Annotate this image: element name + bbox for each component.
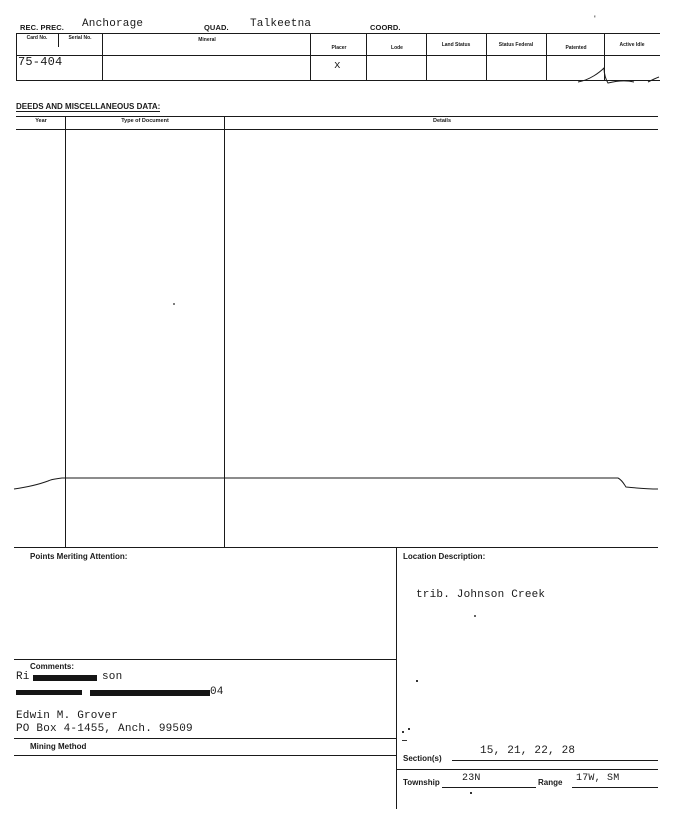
points-label: Points Meriting Attention: (30, 552, 128, 561)
sections-rule (396, 769, 658, 770)
patented-header: Patented (565, 45, 587, 51)
redaction-bar (16, 690, 82, 695)
col-details-header: Details (432, 118, 452, 124)
header-vline (366, 33, 367, 80)
redaction-bar (90, 690, 210, 696)
deeds-rule-bottom (14, 547, 658, 548)
header-vline (486, 33, 487, 80)
comment-line-redacted-1 (16, 671, 216, 684)
comments-label: Comments: (30, 662, 75, 671)
header-vline (426, 33, 427, 80)
comments-rule-bottom (14, 738, 396, 739)
speck (408, 728, 410, 730)
speck (402, 740, 407, 741)
sections-value: 15, 21, 22, 28 (480, 745, 576, 757)
comment-line2-tail: 04 (210, 686, 224, 698)
header-vline (16, 33, 17, 80)
points-rule-bottom (14, 659, 396, 660)
comment-name: Edwin M. Grover (16, 710, 119, 722)
range-underline (572, 787, 658, 788)
sections-underline (452, 760, 658, 761)
speck (402, 731, 404, 733)
speck (173, 303, 175, 305)
comment-line1-tail: son (102, 671, 123, 683)
header-vline (310, 33, 311, 80)
township-value: 23N (462, 773, 481, 784)
mining-rule (14, 755, 396, 756)
col-type-header: Type of Document (121, 118, 169, 124)
serial-no-header: Serial No. (68, 35, 92, 41)
deeds-title: DEEDS AND MISCELLANEOUS DATA: (16, 102, 161, 111)
header-rule-top (16, 33, 660, 34)
rec-prec-label: REC. PREC. (20, 23, 64, 32)
handwritten-scribble (560, 66, 660, 86)
rec-prec-value: Anchorage (82, 18, 144, 30)
quad-value: Talkeetna (250, 18, 312, 30)
col-year-header: Year (35, 118, 47, 124)
deeds-rule-top (16, 116, 658, 117)
card-no-value: 75-404 (18, 55, 63, 69)
mineral-header: Mineral (198, 37, 216, 43)
header-rule-mid (16, 55, 660, 56)
location-value: trib. Johnson Creek (416, 589, 546, 601)
deeds-rule-header (16, 129, 658, 130)
status-federal-header: Status Federal (498, 42, 534, 48)
lode-header: Lode (391, 45, 403, 51)
comment-line1-start: Ri (16, 671, 30, 683)
range-label: Range (538, 778, 563, 787)
township-underline (442, 787, 536, 788)
placer-mark: x (334, 60, 341, 72)
header-vline (546, 33, 547, 80)
land-status-header: Land Status (441, 42, 471, 48)
fold-line (0, 470, 678, 500)
coord-label: COORD. (370, 23, 401, 32)
header-vline (102, 33, 103, 80)
speck (474, 615, 476, 617)
card-no-header: Card No. (26, 35, 48, 41)
range-value: 17W, SM (576, 773, 620, 784)
sections-label: Section(s) (403, 754, 442, 763)
speck (470, 792, 472, 794)
redaction-bar (33, 675, 97, 681)
comment-address: PO Box 4-1455, Anch. 99509 (16, 723, 193, 735)
township-label: Township (403, 778, 440, 787)
location-label: Location Description: (403, 552, 486, 561)
quad-label: QUAD. (204, 23, 229, 32)
mining-method-label: Mining Method (30, 742, 87, 751)
placer-header: Placer (331, 45, 347, 51)
speck (416, 680, 418, 682)
comment-line-redacted-2 (16, 686, 236, 699)
active-idle-header: Active Idle (619, 42, 645, 48)
header-vline (58, 33, 59, 47)
pencil-mark: ' (594, 14, 596, 24)
